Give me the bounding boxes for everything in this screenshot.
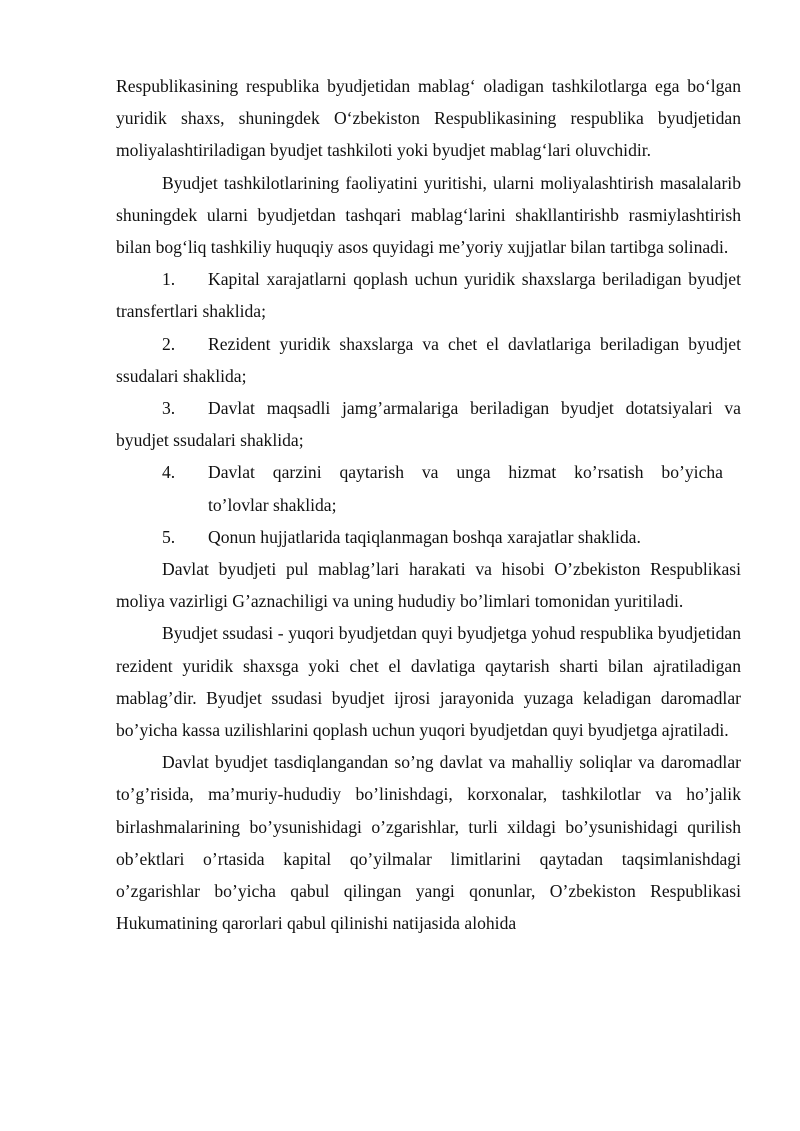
list-item-2 [116,328,741,392]
list-text: Kapital xarajatlarni qoplash uchun yuridik shaxslarga beriladigan byudjet transfertlari shaklida; [116,269,741,322]
list-text: Rezident yuridik shaxslarga va chet el davlatlariga beriladigan byudjet ssudalari shaklida; [116,333,741,386]
list-item-4-line2: to’lovlar shaklida; [208,494,337,515]
list-text: Davlat maqsadli jamg’armalariga beriladigan byudjet dotatsiyalari va byudjet ssudalari shaklida; [116,398,741,451]
paragraph-intro: Respublikasining respublika byudjetidan mablag‘ oladigan tashkilotlarga ega bo‘lgan yuridik shaxs, shuningdek O‘zbekiston Respublikasining respublika byudjetidan moliyalashtiriladigan byudjet tashkiloti yoki byudjet mablag‘lari oluvchidir. [116,76,741,161]
list-number: 5. [162,526,176,547]
list-text: Davlat qarzini qaytarish va unga hizmat ko’rsatish bo’yicha [208,462,723,483]
paragraph-treasury: Davlat byudjeti pul mablag’lari harakati va hisobi O’zbekiston Respublikasi moliya vazirligi G’aznachiligi va uning hududiy bo’limlari tomonidan yuritiladi. [116,559,741,612]
paragraph-organisation: Byudjet tashkilotlarining faoliyatini yuritishi, ularni moliyalashtirish masalalarib shuningdek ularni byudjetdan tashqari mablag‘larini shakllantirishb rasmiylashtirish bilan bog‘liq tashkiliy huquqiy asos quyidagi me’yoriy xujjatlar bilan tartibga solinadi. [116,172,741,258]
list-number: 2. [162,333,176,354]
list-text: Qonun hujjatlarida taqiqlanmagan boshqa xarajatlar shaklida. [208,526,641,547]
document-page [116,70,741,939]
list-item-4-line1 [162,456,723,488]
list-item-1 [116,263,741,327]
paragraph-budget-loan: Byudjet ssudasi - yuqori byudjetdan quyi byudjetga yohud respublika byudjetidan rezident yuridik shaxsga yoki chet el davlatiga qaytarish sharti bilan ajratiladigan mablag’dir. Byudjet ssudasi byudjet ijrosi jarayonida yuzaga keladigan daromadlar bo’yicha kassa uzilishlarini qoplash uchun yuqori byudjetdan quyi byudjetga ajratiladi. [116,623,741,741]
list-item-3 [116,392,741,456]
list-item-5 [116,521,741,553]
list-number: 4. [162,462,176,483]
paragraph-approval: Davlat byudjet tasdiqlangandan so’ng davlat va mahalliy soliqlar va daromadlar to’g’risida, ma’muriy-hududiy bo’linishdagi, korxonalar, tashkilotlar va ho’jalik birlashmalarining bo’ysunishidagi o’zgarishlar, turli xildagi bo’ysunishidagi qurilish ob’ektlari o’rtasida kapital qo’yilmalar limitlarini qaytadan taqsimlanishdagi o’zgarishlar bo’yicha qabul qilingan yangi qonunlar, O’zbekiston Respublikasi Hukumatining qarorlari qabul qilinishi natijasida alohida [116,752,741,934]
list-number: 1. [162,269,176,290]
list-item-4 [162,456,741,520]
list-number: 3. [162,398,176,419]
